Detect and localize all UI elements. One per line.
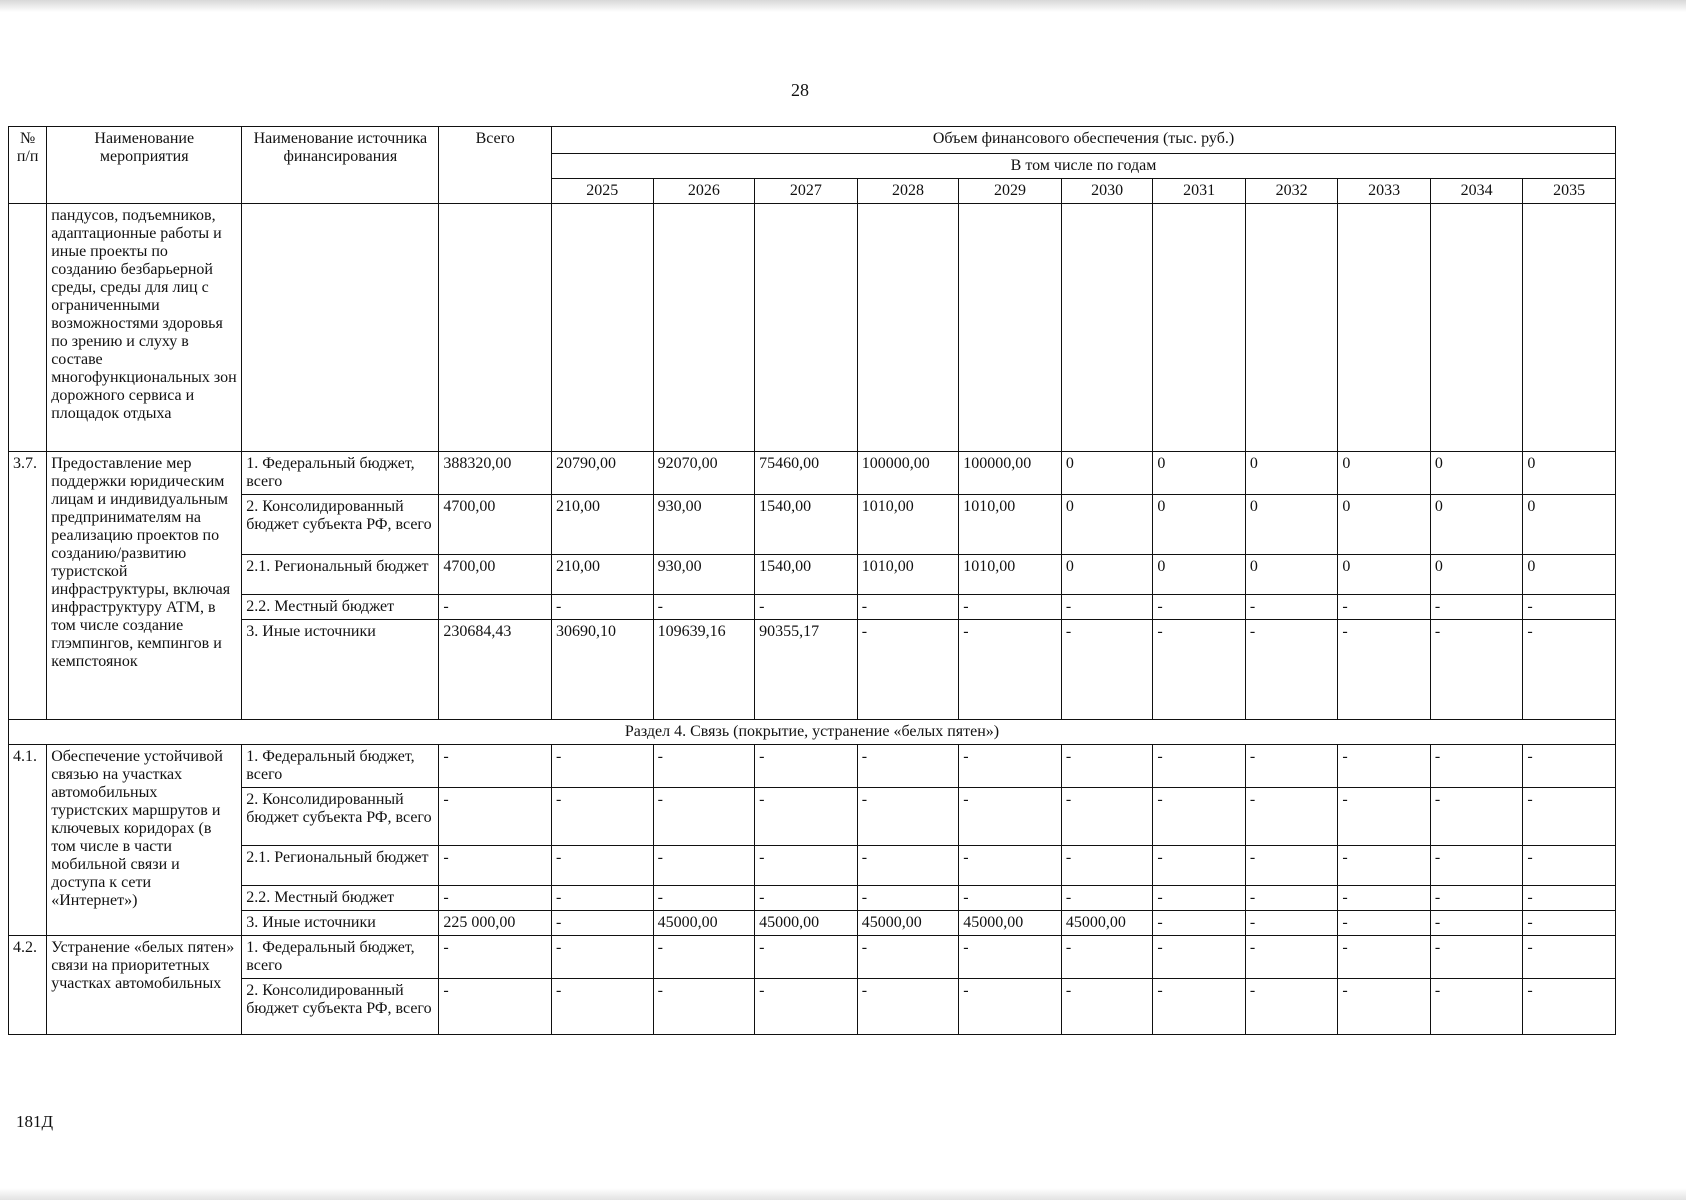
year-value: - [959, 886, 1062, 911]
section-title: Раздел 4. Связь (покрытие, устранение «белых пятен») [9, 720, 1616, 745]
item-number: 4.2. [9, 936, 47, 1035]
year-value: 1540,00 [755, 555, 858, 595]
item-number: 3.7. [9, 452, 47, 720]
table-row [9, 846, 1616, 886]
year-value: - [857, 788, 959, 846]
year-value: - [1523, 788, 1616, 846]
year-value: - [1430, 620, 1523, 720]
funding-source: 2.1. Региональный бюджет [242, 846, 439, 886]
year-value: - [1523, 886, 1616, 911]
empty-cell [552, 204, 654, 452]
year-value: 0 [1061, 555, 1153, 595]
year-value: - [653, 846, 755, 886]
year-value: 45000,00 [1061, 911, 1153, 936]
year-value: - [1245, 788, 1338, 846]
year-value: - [755, 595, 858, 620]
year-value: 1010,00 [857, 495, 959, 555]
year-value: 0 [1338, 452, 1431, 495]
year-value: - [1061, 979, 1153, 1035]
year-value: 0 [1430, 452, 1523, 495]
empty-cell [1153, 204, 1246, 452]
funding-source: 2. Консолидированный бюджет субъекта РФ, всего [242, 979, 439, 1035]
year-value: 210,00 [552, 495, 654, 555]
year-value: 0 [1153, 452, 1246, 495]
year-value: - [857, 936, 959, 979]
continued-name-cell: пандусов, подъемников, адаптационные работы и иные проекты по созданию безбарьерной среды, среды для лиц с ограниченными возможностями здоровья по зрению и слуху в составе многофункциональных зон дорожного сервиса и площадок отдыха [47, 204, 242, 452]
header-year: 2034 [1430, 179, 1523, 204]
year-value: 0 [1430, 555, 1523, 595]
year-value: - [1338, 788, 1431, 846]
header-year: 2030 [1061, 179, 1153, 204]
year-value: - [552, 886, 654, 911]
year-value: 20790,00 [552, 452, 654, 495]
funding-source: 2.1. Региональный бюджет [242, 555, 439, 595]
year-value: 1010,00 [959, 555, 1062, 595]
year-value: - [1523, 911, 1616, 936]
year-value: - [1430, 911, 1523, 936]
funding-source: 1. Федеральный бюджет, всего [242, 452, 439, 495]
year-value: 1010,00 [959, 495, 1062, 555]
scan-edge-bottom [0, 1188, 1686, 1200]
year-value: - [755, 936, 858, 979]
empty-cell [1338, 204, 1431, 452]
financing-table [8, 126, 1616, 1035]
total-value: 4700,00 [439, 555, 552, 595]
year-value: 0 [1061, 452, 1153, 495]
total-value: - [439, 846, 552, 886]
year-value: - [1061, 745, 1153, 788]
table-row [9, 495, 1616, 555]
year-value: 30690,10 [552, 620, 654, 720]
total-value: 388320,00 [439, 452, 552, 495]
table-row [9, 620, 1616, 720]
year-value: 1540,00 [755, 495, 858, 555]
cell-no [9, 204, 47, 452]
year-value: - [1430, 788, 1523, 846]
year-value: - [1061, 886, 1153, 911]
header-year: 2035 [1523, 179, 1616, 204]
year-value: 109639,16 [653, 620, 755, 720]
funding-source: 1. Федеральный бюджет, всего [242, 936, 439, 979]
funding-source: 1. Федеральный бюджет, всего [242, 745, 439, 788]
table-row [9, 555, 1616, 595]
year-value: - [857, 886, 959, 911]
table-row [9, 936, 1616, 979]
funding-source: 2.2. Местный бюджет [242, 595, 439, 620]
year-value: - [1338, 911, 1431, 936]
table-row [9, 788, 1616, 846]
funding-source: 2. Консолидированный бюджет субъекта РФ, всего [242, 495, 439, 555]
year-value: - [1430, 846, 1523, 886]
year-value: - [857, 745, 959, 788]
table-row [9, 979, 1616, 1035]
year-value: 0 [1153, 555, 1246, 595]
total-value: - [439, 745, 552, 788]
year-value: - [653, 745, 755, 788]
year-value: - [1338, 846, 1431, 886]
year-value: - [959, 595, 1062, 620]
year-value: 0 [1338, 495, 1431, 555]
scan-edge-top [0, 0, 1686, 12]
total-value: 4700,00 [439, 495, 552, 555]
year-value: - [1338, 936, 1431, 979]
year-value: 45000,00 [959, 911, 1062, 936]
year-value: - [857, 979, 959, 1035]
year-value: - [1153, 886, 1246, 911]
year-value: - [959, 979, 1062, 1035]
year-value: - [552, 595, 654, 620]
year-value: 0 [1430, 495, 1523, 555]
year-value: 45000,00 [857, 911, 959, 936]
year-value: 0 [1523, 555, 1616, 595]
year-value: 0 [1153, 495, 1246, 555]
table-row [9, 204, 1616, 452]
year-value: 0 [1061, 495, 1153, 555]
year-value: - [1153, 846, 1246, 886]
year-value: - [552, 745, 654, 788]
year-value: - [1338, 886, 1431, 911]
header-col-total: Всего [439, 127, 552, 204]
year-value: - [1245, 846, 1338, 886]
year-value: - [1245, 595, 1338, 620]
empty-cell [1523, 204, 1616, 452]
table-row [9, 911, 1616, 936]
table-row [9, 595, 1616, 620]
header-col-name: Наименование мероприятия [47, 127, 242, 204]
funding-source: 3. Иные источники [242, 911, 439, 936]
year-value: 100000,00 [857, 452, 959, 495]
year-value: - [755, 745, 858, 788]
total-value: - [439, 936, 552, 979]
year-value: 0 [1245, 452, 1338, 495]
year-value: - [1523, 936, 1616, 979]
year-value: - [1061, 936, 1153, 979]
year-value: - [755, 788, 858, 846]
total-value: 230684,43 [439, 620, 552, 720]
year-value: 930,00 [653, 495, 755, 555]
header-group-title: Объем финансового обеспечения (тыс. руб.) [552, 127, 1616, 154]
table-row [9, 886, 1616, 911]
year-value: - [755, 979, 858, 1035]
year-value: - [1430, 936, 1523, 979]
year-value: - [653, 936, 755, 979]
year-value: - [959, 788, 1062, 846]
document-code: 181Д [16, 1112, 54, 1131]
year-value: 0 [1523, 452, 1616, 495]
year-value: - [857, 620, 959, 720]
total-value: - [439, 788, 552, 846]
total-value: - [439, 886, 552, 911]
year-value: - [1153, 936, 1246, 979]
year-value: - [1153, 620, 1246, 720]
table-row [9, 452, 1616, 495]
year-value: - [653, 595, 755, 620]
year-value: - [1338, 620, 1431, 720]
year-value: - [1523, 620, 1616, 720]
funding-source: 2. Консолидированный бюджет субъекта РФ, всего [242, 788, 439, 846]
year-value: 45000,00 [653, 911, 755, 936]
year-value: - [552, 936, 654, 979]
header-year: 2026 [653, 179, 755, 204]
empty-cell [242, 204, 439, 452]
year-value: - [1430, 595, 1523, 620]
total-value: - [439, 595, 552, 620]
funding-source: 3. Иные источники [242, 620, 439, 720]
year-value: - [857, 595, 959, 620]
year-value: 0 [1523, 495, 1616, 555]
header-col-source: Наименование источника финансирования [242, 127, 439, 204]
year-value: - [1430, 979, 1523, 1035]
year-value: - [1061, 595, 1153, 620]
year-value: - [1153, 788, 1246, 846]
empty-cell [857, 204, 959, 452]
year-value: - [1245, 979, 1338, 1035]
year-value: - [857, 846, 959, 886]
year-value: 75460,00 [755, 452, 858, 495]
header-year: 2025 [552, 179, 654, 204]
section-row [9, 720, 1616, 745]
year-value: - [1061, 846, 1153, 886]
header-year: 2032 [1245, 179, 1338, 204]
header-subgroup-title: В том числе по годам [552, 154, 1616, 179]
year-value: 90355,17 [755, 620, 858, 720]
empty-cell [1430, 204, 1523, 452]
header-year: 2027 [755, 179, 858, 204]
empty-cell [755, 204, 858, 452]
year-value: - [552, 911, 654, 936]
year-value: - [653, 886, 755, 911]
year-value: 930,00 [653, 555, 755, 595]
year-value: - [959, 620, 1062, 720]
header-year: 2028 [857, 179, 959, 204]
year-value: 0 [1245, 495, 1338, 555]
year-value: 210,00 [552, 555, 654, 595]
year-value: - [755, 886, 858, 911]
year-value: - [653, 979, 755, 1035]
year-value: - [1061, 620, 1153, 720]
header-year: 2029 [959, 179, 1062, 204]
header-year: 2031 [1153, 179, 1246, 204]
year-value: - [552, 979, 654, 1035]
header-year: 2033 [1338, 179, 1431, 204]
year-value: - [1523, 846, 1616, 886]
year-value: 0 [1338, 555, 1431, 595]
year-value: - [1430, 745, 1523, 788]
total-value: 225 000,00 [439, 911, 552, 936]
year-value: 1010,00 [857, 555, 959, 595]
year-value: - [959, 936, 1062, 979]
year-value: - [552, 846, 654, 886]
year-value: - [1153, 745, 1246, 788]
year-value: - [1523, 979, 1616, 1035]
empty-cell [1061, 204, 1153, 452]
page-number: 28 [791, 80, 809, 100]
table-row [9, 745, 1616, 788]
year-value: - [959, 745, 1062, 788]
funding-source: 2.2. Местный бюджет [242, 886, 439, 911]
item-name: Устранение «белых пятен» связи на приоритетных участках автомобильных [47, 936, 242, 1035]
year-value: - [959, 846, 1062, 886]
empty-cell [439, 204, 552, 452]
year-value: 0 [1245, 555, 1338, 595]
year-value: - [1245, 620, 1338, 720]
year-value: - [1338, 979, 1431, 1035]
year-value: - [552, 788, 654, 846]
empty-cell [653, 204, 755, 452]
header-col-no: № п/п [9, 127, 47, 204]
year-value: - [1338, 745, 1431, 788]
year-value: - [1061, 788, 1153, 846]
item-number: 4.1. [9, 745, 47, 936]
item-name: Обеспечение устойчивой связью на участках автомобильных туристских маршрутов и ключевых коридорах (в том числе в части мобильной связи и доступа к сети «Интернет») [47, 745, 242, 936]
year-value: - [1245, 886, 1338, 911]
year-value: - [1153, 979, 1246, 1035]
total-value: - [439, 979, 552, 1035]
year-value: 100000,00 [959, 452, 1062, 495]
year-value: - [1245, 911, 1338, 936]
item-name: Предоставление мер поддержки юридическим лицам и индивидуальным предпринимателям на реализацию проектов по созданию/развитию туристской инфраструктуры, включая инфраструктуру АТМ, в том числе создание глэмпингов, кемпингов и кемпстоянок [47, 452, 242, 720]
year-value: - [1153, 595, 1246, 620]
year-value: - [1245, 936, 1338, 979]
year-value: 92070,00 [653, 452, 755, 495]
empty-cell [1245, 204, 1338, 452]
year-value: - [653, 788, 755, 846]
year-value: - [1430, 886, 1523, 911]
year-value: - [755, 846, 858, 886]
year-value: - [1338, 595, 1431, 620]
year-value: 45000,00 [755, 911, 858, 936]
year-value: - [1523, 595, 1616, 620]
year-value: - [1523, 745, 1616, 788]
empty-cell [959, 204, 1062, 452]
year-value: - [1153, 911, 1246, 936]
year-value: - [1245, 745, 1338, 788]
